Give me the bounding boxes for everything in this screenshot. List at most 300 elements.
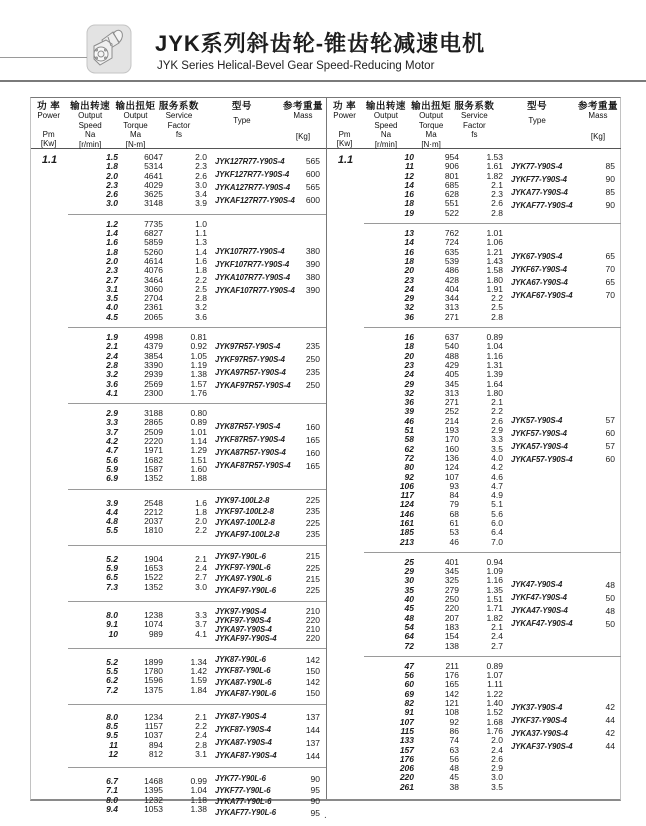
spec-row: [68, 333, 207, 342]
model-type: JYK37-Y90S-4: [511, 702, 563, 712]
speed-value: 107: [399, 716, 414, 727]
block-separator: [364, 552, 621, 553]
spec-row: [68, 676, 207, 685]
header-line: Output: [78, 111, 103, 121]
header-line: Na: [85, 130, 96, 140]
model-mass: 225: [305, 585, 320, 596]
factor-value: 0.89: [486, 660, 503, 671]
factor-value: 1.8: [195, 265, 207, 276]
column-header-row: [327, 98, 621, 149]
spec-row: [68, 713, 207, 722]
spec-row: [364, 172, 503, 181]
factor-value: 1.38: [190, 369, 207, 380]
model-mass: 70: [605, 264, 615, 275]
model-line: [511, 427, 615, 440]
torque-value: 1780: [144, 666, 163, 677]
speed-value: 32: [404, 302, 414, 313]
model-type: JYKAF57-Y90S-4: [511, 454, 573, 464]
torque-value: 7735: [144, 218, 163, 229]
torque-value: 894: [148, 739, 163, 750]
spec-row: [364, 285, 503, 294]
model-mass: 220: [305, 615, 320, 626]
header-line: 参考重量: [282, 101, 323, 112]
model-type: JYKA77-Y90S-4: [511, 187, 568, 197]
spec-row: [68, 686, 207, 695]
spec-row: [68, 313, 207, 322]
model-list: [503, 250, 621, 302]
speed-value: 39: [404, 406, 414, 417]
spec-row: [68, 409, 207, 418]
speed-value: 2.6: [106, 189, 118, 200]
model-type: JYK77-Y90L-6: [215, 774, 266, 784]
model-type: JYKF97R57-Y90S-4: [215, 354, 285, 364]
torque-value: 176: [444, 670, 459, 681]
speed-value: 72: [404, 452, 414, 463]
torque-value: 45: [449, 772, 459, 783]
factor-value: 2.0: [195, 152, 207, 162]
power-column: [327, 153, 364, 799]
spec-row: [364, 370, 503, 379]
speed-value: 2.0: [106, 255, 118, 266]
spec-row: [68, 190, 207, 199]
model-type: JYK67-Y90S-4: [511, 251, 563, 261]
block-separator: [68, 601, 326, 602]
factor-value: 1.51: [190, 454, 207, 465]
header-line: [r/min]: [79, 139, 102, 149]
spec-row: [68, 181, 207, 190]
speed-value: 18: [404, 255, 414, 266]
torque-value: 1904: [144, 553, 163, 564]
model-line: [215, 446, 320, 459]
factor-value: 4.7: [491, 480, 503, 491]
column-header-factor: [452, 102, 496, 148]
model-type: JYKA87-Y90S-4: [215, 738, 272, 748]
spec-row: [68, 750, 207, 759]
spec-row: [68, 303, 207, 312]
model-mass: 60: [605, 428, 615, 439]
factor-value: 2.6: [491, 753, 503, 764]
factor-value: 2.8: [195, 293, 207, 304]
numeric-rows: [364, 662, 503, 792]
model-line: [511, 414, 615, 427]
header-line: 输出扭矩: [115, 101, 156, 112]
speed-value: 72: [404, 640, 414, 651]
torque-value: 3148: [144, 198, 163, 209]
speed-value: 106: [399, 480, 414, 491]
numeric-rows: [364, 558, 503, 651]
model-line: [215, 506, 320, 517]
factor-value: 1.4: [195, 246, 207, 257]
factor-value: 0.94: [486, 556, 503, 567]
model-line: [511, 173, 615, 186]
model-line: [511, 276, 615, 289]
spec-row: [364, 229, 503, 238]
header-line: Type: [233, 116, 251, 126]
model-mass: 57: [605, 441, 615, 452]
torque-value: 79: [449, 499, 459, 510]
header-line: Power: [37, 111, 60, 121]
spec-row: [364, 642, 503, 651]
model-type: JYKF67-Y90S-4: [511, 264, 567, 274]
model-line: [215, 528, 320, 539]
spec-row: [364, 407, 503, 416]
torque-value: 345: [444, 378, 459, 389]
torque-value: 3854: [144, 350, 163, 361]
factor-value: 1.91: [486, 283, 503, 294]
model-type: JYKAF47-Y90S-4: [511, 619, 573, 629]
spec-block: [68, 654, 326, 699]
speed-value: 5.9: [106, 562, 118, 573]
torque-value: 325: [444, 575, 459, 586]
model-line: [511, 701, 615, 714]
header-line: fs: [175, 130, 183, 140]
model-type: JYKF87-Y90S-4: [215, 725, 271, 735]
power-value: 1.1: [41, 154, 58, 166]
factor-value: 3.3: [491, 434, 503, 445]
speed-value: 146: [399, 508, 414, 519]
header-line: Output: [373, 111, 398, 121]
factor-value: 3.6: [195, 311, 207, 322]
factor-value: 2.2: [491, 406, 503, 417]
gear-motor-logo: [86, 24, 132, 74]
spec-row: [364, 662, 503, 671]
speed-value: 6.7: [106, 776, 118, 787]
torque-value: 313: [444, 387, 459, 398]
model-type: JYKA97-100L2-8: [215, 518, 275, 528]
model-mass: 165: [305, 434, 320, 445]
torque-value: 3060: [144, 283, 163, 294]
header-line: Factor: [463, 120, 486, 130]
factor-value: 2.4: [491, 744, 503, 755]
spec-row: [364, 454, 503, 463]
torque-value: 207: [444, 612, 459, 623]
torque-value: 107: [444, 471, 459, 482]
factor-value: 2.6: [195, 170, 207, 181]
factor-value: 1.82: [486, 170, 503, 181]
column-header-torque: [114, 102, 157, 148]
speed-value: 69: [404, 688, 414, 699]
spec-row: [364, 690, 503, 699]
model-type: JYKF77-Y90L-6: [215, 785, 271, 795]
factor-value: 7.0: [491, 536, 503, 547]
torque-value: 1522: [144, 572, 163, 583]
torque-value: 1157: [144, 721, 163, 732]
spec-row: [364, 445, 503, 454]
model-type: JYK127R77-Y90S-4: [215, 156, 285, 166]
torque-value: 1587: [144, 463, 163, 474]
data-columns: [364, 153, 621, 799]
factor-value: 3.5: [491, 781, 503, 792]
speed-value: 5.2: [106, 553, 118, 564]
power-value: 1.1: [337, 154, 354, 166]
model-type: JYKAF97-Y90S-4: [215, 633, 277, 643]
spec-row: [364, 162, 503, 171]
model-mass: 215: [305, 551, 320, 562]
speed-value: 206: [399, 763, 414, 774]
speed-value: 1.2: [106, 218, 118, 229]
factor-value: 1.61: [486, 161, 503, 172]
model-line: [511, 591, 615, 604]
model-mass: 65: [605, 277, 615, 288]
column-header-power: [31, 102, 66, 148]
model-line: [215, 155, 320, 168]
speed-value: 7.3: [106, 581, 118, 592]
header-line: Type: [528, 116, 546, 126]
torque-value: 160: [444, 443, 459, 454]
model-line: [511, 578, 615, 591]
speed-value: 1.9: [106, 332, 118, 343]
speed-value: 91: [404, 707, 414, 718]
spec-row: [68, 153, 207, 162]
spec-row: [364, 528, 503, 537]
speed-value: 16: [404, 332, 414, 343]
model-line: [215, 181, 320, 194]
model-mass: 380: [305, 246, 320, 257]
torque-value: 5859: [144, 237, 163, 248]
speed-value: 19: [404, 207, 414, 218]
model-mass: 90: [605, 174, 615, 185]
header-line: [Kw]: [336, 139, 353, 149]
model-mass: 250: [305, 354, 320, 365]
torque-value: 5260: [144, 246, 163, 257]
model-mass: 90: [310, 796, 320, 807]
speed-value: 14: [404, 179, 414, 190]
model-list: [207, 495, 326, 540]
speed-value: 16: [404, 189, 414, 200]
header-line: 型号: [527, 101, 548, 112]
spec-body: [327, 149, 621, 799]
spec-block: [364, 662, 621, 792]
model-mass: 95: [310, 785, 320, 795]
factor-value: 2.0: [195, 516, 207, 527]
speed-value: 40: [404, 594, 414, 605]
torque-value: 214: [444, 415, 459, 426]
model-mass: 90: [310, 773, 320, 784]
torque-value: 84: [449, 490, 459, 501]
header-line: [r/min]: [374, 139, 398, 149]
factor-value: 2.3: [195, 161, 207, 172]
spec-block: [364, 558, 621, 651]
model-type: JYK77-Y90S-4: [511, 161, 563, 171]
model-mass: 565: [305, 156, 320, 167]
model-line: [215, 654, 320, 665]
numeric-rows: [68, 658, 207, 695]
factor-value: 2.2: [195, 525, 207, 536]
block-separator: [364, 656, 621, 657]
spec-block: [68, 153, 326, 209]
speed-value: 157: [399, 744, 414, 755]
speed-value: 30: [404, 575, 414, 586]
torque-value: 637: [444, 332, 459, 343]
spec-row: [364, 708, 503, 717]
spec-row: [68, 786, 207, 795]
spec-row: [68, 573, 207, 582]
torque-value: 1899: [144, 656, 163, 667]
factor-value: 2.1: [491, 397, 503, 408]
spec-row: [364, 764, 503, 773]
model-type: JYKAF97R57-Y90S-4: [215, 380, 291, 390]
torque-value: 68: [449, 508, 459, 519]
spec-row: [68, 611, 207, 620]
speed-value: 117: [400, 490, 414, 501]
spec-row: [364, 361, 503, 370]
footer-mark: .: [324, 810, 327, 821]
model-mass: 160: [305, 421, 320, 432]
speed-value: 46: [404, 415, 414, 426]
spec-row: [68, 380, 207, 389]
torque-value: 3390: [144, 359, 163, 370]
speed-value: 10: [108, 628, 118, 639]
spec-row: [364, 473, 503, 482]
spec-row: [68, 731, 207, 740]
factor-value: 1.6: [195, 497, 207, 508]
speed-value: 2.1: [106, 341, 118, 352]
speed-value: 4.4: [106, 506, 118, 517]
torque-value: 271: [444, 311, 459, 322]
spec-row: [364, 500, 503, 509]
speed-value: 8.5: [106, 721, 118, 732]
speed-value: 7.1: [106, 785, 118, 796]
torque-value: 1395: [144, 785, 163, 796]
spec-row: [68, 722, 207, 731]
model-type: JYKA97-Y90L-6: [215, 574, 272, 584]
block-separator: [68, 704, 326, 705]
model-type: JYK97-Y90L-6: [215, 551, 266, 561]
model-line: [511, 453, 615, 466]
speed-value: 13: [404, 228, 414, 239]
header-line: Output: [123, 111, 148, 121]
speed-value: 18: [404, 341, 414, 352]
model-list: [207, 155, 326, 207]
speed-value: 5.9: [106, 463, 118, 474]
column-header-row: [31, 98, 326, 149]
factor-value: 1.21: [486, 246, 503, 257]
spec-row: [68, 276, 207, 285]
torque-value: 724: [444, 237, 459, 248]
model-mass: 65: [605, 251, 615, 262]
factor-value: 3.7: [195, 619, 207, 630]
model-mass: 565: [305, 182, 320, 193]
model-type: JYKF97-Y90L-6: [215, 563, 271, 573]
factor-value: 3.9: [195, 198, 207, 209]
factor-value: 1.04: [486, 341, 503, 352]
torque-value: 2361: [144, 302, 163, 313]
spec-row: [364, 463, 503, 472]
spec-row: [364, 153, 503, 162]
spec-row: [68, 508, 207, 517]
speed-value: 29: [404, 566, 414, 577]
factor-value: 1.04: [190, 785, 207, 796]
model-line: [511, 440, 615, 453]
spec-row: [364, 342, 503, 351]
block-separator: [68, 767, 326, 768]
speed-value: 11: [109, 739, 118, 750]
model-line: [215, 573, 320, 584]
header-line: Speed: [78, 120, 102, 130]
spec-row: [364, 303, 503, 312]
torque-value: 1468: [144, 776, 163, 787]
model-type: JYKF87R57-Y90S-4: [215, 435, 285, 445]
model-mass: 150: [305, 688, 320, 699]
speed-value: 1.4: [106, 228, 118, 239]
torque-value: 2509: [144, 426, 163, 437]
spec-row: [68, 437, 207, 446]
model-list: [503, 578, 621, 630]
factor-value: 3.0: [195, 179, 207, 190]
column-header-mass: [578, 102, 621, 148]
speed-value: 2.3: [106, 265, 118, 276]
model-list: [503, 160, 621, 212]
model-mass: 160: [305, 447, 320, 458]
torque-value: 183: [444, 621, 459, 632]
model-list: [207, 420, 326, 472]
model-type: JYK87-Y90L-6: [215, 655, 266, 665]
speed-value: 32: [404, 387, 414, 398]
model-line: [511, 250, 615, 263]
model-type: JYKAF67-Y90S-4: [511, 290, 573, 300]
speed-value: 185: [399, 527, 414, 538]
spec-row: [68, 796, 207, 805]
spec-row: [68, 172, 207, 181]
speed-value: 133: [399, 735, 414, 746]
torque-value: 906: [444, 161, 459, 172]
speed-value: 4.7: [106, 445, 118, 456]
factor-value: 1.38: [190, 803, 207, 814]
model-type: JYKA77-Y90L-6: [215, 796, 272, 806]
factor-value: 0.89: [190, 417, 207, 428]
torque-value: 250: [444, 594, 459, 605]
speed-value: 24: [404, 283, 414, 294]
model-mass: 210: [305, 606, 320, 617]
factor-value: 2.8: [195, 739, 207, 750]
spec-row: [364, 567, 503, 576]
speed-value: 3.5: [106, 293, 118, 304]
speed-value: 2.4: [106, 350, 118, 361]
torque-value: 86: [449, 725, 459, 736]
spec-row: [68, 805, 207, 814]
factor-value: 1.58: [486, 265, 503, 276]
column-header-speed: [362, 102, 410, 148]
block-separator: [68, 545, 326, 546]
model-line: [215, 676, 320, 687]
speed-value: 5.5: [106, 666, 118, 677]
spec-row: [68, 418, 207, 427]
spec-block: [68, 333, 326, 398]
factor-value: 3.5: [491, 443, 503, 454]
spec-table-left-half: [31, 98, 326, 818]
speed-value: 8.0: [106, 711, 118, 722]
factor-value: 2.4: [195, 562, 207, 573]
model-line: [511, 160, 615, 173]
factor-value: 4.9: [491, 490, 503, 501]
block-separator: [68, 648, 326, 649]
factor-value: 4.1: [195, 628, 207, 639]
model-line: [215, 340, 320, 353]
speed-value: 80: [404, 462, 414, 473]
header-line: 输出转速: [365, 101, 406, 112]
factor-value: 1.80: [486, 274, 503, 285]
torque-value: 1810: [144, 525, 163, 536]
page-title: JYK系列斜齿轮-锥齿轮减速电机: [155, 31, 486, 56]
header-line: Factor: [167, 120, 191, 130]
factor-value: 3.1: [195, 749, 207, 759]
model-type: JYKF97-100L2-8: [215, 506, 274, 516]
torque-value: 2704: [144, 293, 163, 304]
speed-value: 2.7: [106, 274, 118, 285]
factor-value: 4.0: [491, 452, 503, 463]
model-mass: 215: [305, 573, 320, 584]
numeric-rows: [68, 153, 207, 209]
